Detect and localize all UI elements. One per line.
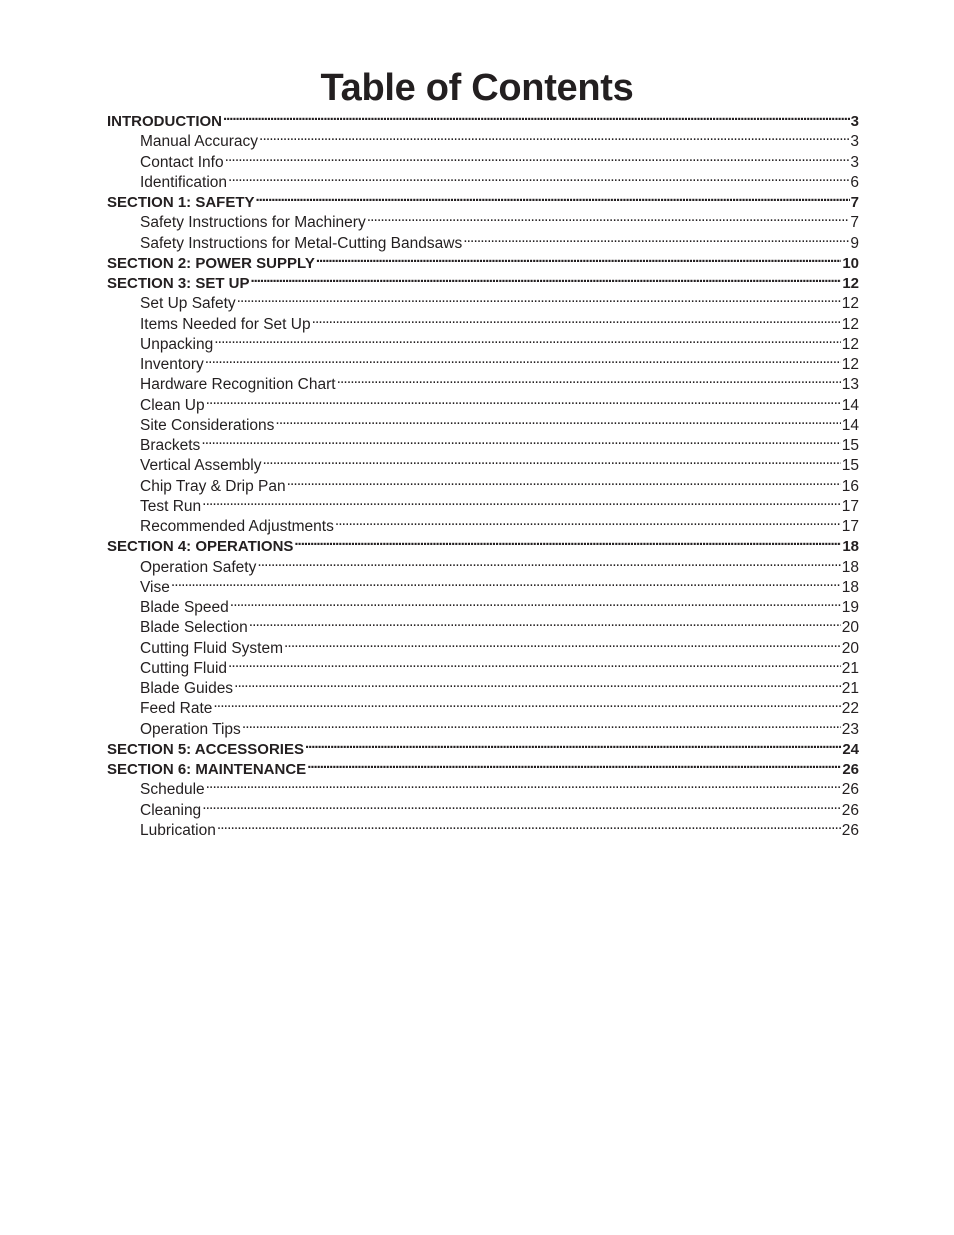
toc-label: Safety Instructions for Metal-Cutting Bandsaws (140, 234, 463, 252)
toc-entry-row[interactable] (107, 815, 859, 839)
toc-label: Operation Tips (140, 720, 241, 738)
dot-leader (287, 471, 841, 491)
toc-label: Schedule (140, 781, 205, 799)
dot-leader (228, 167, 849, 187)
toc-entry-row[interactable] (107, 592, 859, 616)
dot-leader (249, 612, 841, 632)
toc-page-number: 23 (841, 720, 859, 738)
toc-page-number: 9 (850, 234, 859, 252)
toc-page-number: 6 (850, 173, 859, 191)
toc-page-number: 15 (841, 437, 859, 454)
toc-label: Site Considerations (140, 416, 275, 434)
toc-page-number: 17 (841, 518, 859, 535)
toc-label: SECTION 3: SET UP (107, 275, 250, 292)
toc-section-row[interactable] (107, 106, 859, 130)
dot-leader (202, 795, 841, 815)
dot-leader (217, 815, 841, 835)
dot-leader (251, 268, 842, 288)
dot-leader (214, 329, 841, 349)
toc-entry-row[interactable] (107, 693, 859, 718)
toc-entry-row[interactable] (107, 349, 859, 373)
toc-entry-row[interactable] (107, 329, 859, 353)
toc-page-number: 18 (842, 538, 859, 556)
dot-leader (201, 430, 840, 450)
toc-entry-row[interactable] (107, 795, 859, 819)
toc-label: Test Run (140, 497, 202, 515)
toc-label: Recommended Adjustments (140, 518, 334, 535)
table-of-contents (107, 106, 859, 839)
toc-label: Cutting Fluid (140, 659, 228, 677)
dot-leader (228, 653, 841, 673)
dot-leader (237, 288, 841, 308)
toc-page-number: 22 (841, 700, 859, 718)
toc-entry-row[interactable] (107, 430, 859, 454)
toc-page-number: 26 (841, 781, 859, 799)
toc-label: Blade Speed (140, 599, 229, 616)
dot-leader (223, 106, 850, 126)
dot-leader (230, 592, 841, 612)
toc-page-number: 18 (841, 578, 859, 596)
toc-label: Safety Instructions for Machinery (140, 214, 366, 232)
dot-leader (316, 248, 841, 268)
toc-page-number: 12 (841, 315, 859, 333)
dot-leader (305, 734, 841, 754)
dot-leader (205, 349, 841, 369)
toc-page-number: 19 (841, 599, 859, 616)
toc-page-number: 3 (850, 113, 859, 130)
toc-label: SECTION 2: POWER SUPPLY (107, 254, 315, 272)
toc-entry-row[interactable] (107, 410, 859, 434)
toc-entry-row[interactable] (107, 511, 859, 535)
toc-page-number: 10 (842, 254, 859, 272)
toc-label: Blade Guides (140, 680, 234, 697)
dot-leader (206, 774, 841, 794)
dot-leader (202, 491, 841, 511)
toc-page-number: 26 (841, 801, 859, 819)
toc-page-number: 20 (841, 639, 859, 657)
toc-entry-row[interactable] (107, 774, 859, 799)
toc-page-number: 7 (850, 194, 859, 211)
toc-page-number: 7 (850, 214, 859, 232)
toc-label: Cutting Fluid System (140, 639, 283, 657)
toc-page-number: 14 (841, 396, 859, 414)
toc-label: SECTION 1: SAFETY (107, 194, 255, 211)
dot-leader (307, 754, 841, 774)
toc-page-number: 26 (841, 821, 859, 839)
dot-leader (463, 228, 849, 248)
dot-leader (337, 369, 841, 389)
dot-leader (312, 309, 841, 329)
toc-label: Operation Safety (140, 558, 257, 576)
toc-label: Vertical Assembly (140, 457, 262, 475)
toc-label: Contact Info (140, 153, 224, 171)
toc-label: Unpacking (140, 335, 214, 353)
toc-entry-row[interactable] (107, 369, 859, 394)
toc-label: Inventory (140, 356, 204, 373)
toc-label: SECTION 4: OPERATIONS (107, 538, 294, 556)
dot-leader (262, 450, 840, 470)
toc-entry-row[interactable] (107, 390, 859, 414)
toc-label: SECTION 5: ACCESSORIES (107, 740, 304, 758)
dot-leader (335, 511, 841, 531)
toc-page-number: 3 (850, 153, 859, 171)
toc-page-number: 18 (841, 558, 859, 576)
toc-label: Feed Rate (140, 700, 213, 718)
dot-leader (284, 633, 841, 653)
dot-leader (256, 187, 850, 207)
toc-label: Blade Selection (140, 619, 248, 637)
dot-leader (206, 390, 841, 410)
dot-leader (171, 572, 841, 592)
toc-label: Clean Up (140, 396, 205, 414)
toc-entry-row[interactable] (107, 491, 859, 515)
toc-entry-row[interactable] (107, 450, 859, 475)
dot-leader (294, 531, 841, 551)
toc-label: Chip Tray & Drip Pan (140, 477, 286, 495)
toc-page-number: 12 (841, 295, 859, 313)
toc-page-number: 16 (841, 477, 859, 495)
toc-page-number: 12 (841, 335, 859, 353)
toc-label: Brackets (140, 437, 201, 454)
toc-label: Identification (140, 173, 228, 191)
dot-leader (259, 126, 849, 146)
toc-label: Lubrication (140, 821, 216, 839)
toc-entry-row[interactable] (107, 714, 859, 738)
toc-label: Vise (140, 578, 170, 596)
dot-leader (242, 714, 841, 734)
toc-label: SECTION 6: MAINTENANCE (107, 761, 307, 778)
dot-leader (234, 673, 841, 693)
dot-leader (367, 207, 850, 227)
toc-label: INTRODUCTION (107, 113, 222, 130)
toc-label: Manual Accuracy (140, 133, 259, 151)
toc-entry-row[interactable] (107, 572, 859, 596)
toc-page-number: 3 (850, 133, 859, 151)
toc-page-number: 12 (842, 275, 859, 292)
dot-leader (275, 410, 840, 430)
dot-leader (213, 693, 840, 713)
page-title: Table of Contents (320, 67, 634, 109)
toc-page-number: 17 (841, 497, 859, 515)
dot-leader (257, 552, 840, 572)
toc-page-number: 20 (841, 619, 859, 637)
toc-page-number: 12 (841, 356, 859, 373)
toc-page-number: 24 (842, 740, 859, 758)
toc-page-number: 13 (841, 376, 859, 394)
toc-page-number: 21 (841, 659, 859, 677)
toc-label: Set Up Safety (140, 295, 236, 313)
dot-leader (225, 147, 850, 167)
toc-label: Hardware Recognition Chart (140, 376, 336, 394)
toc-label: Cleaning (140, 801, 202, 819)
toc-page-number: 21 (841, 680, 859, 697)
toc-page-number: 26 (842, 761, 859, 778)
toc-page-number: 14 (841, 416, 859, 434)
toc-label: Items Needed for Set Up (140, 315, 311, 333)
toc-page-number: 15 (841, 457, 859, 475)
